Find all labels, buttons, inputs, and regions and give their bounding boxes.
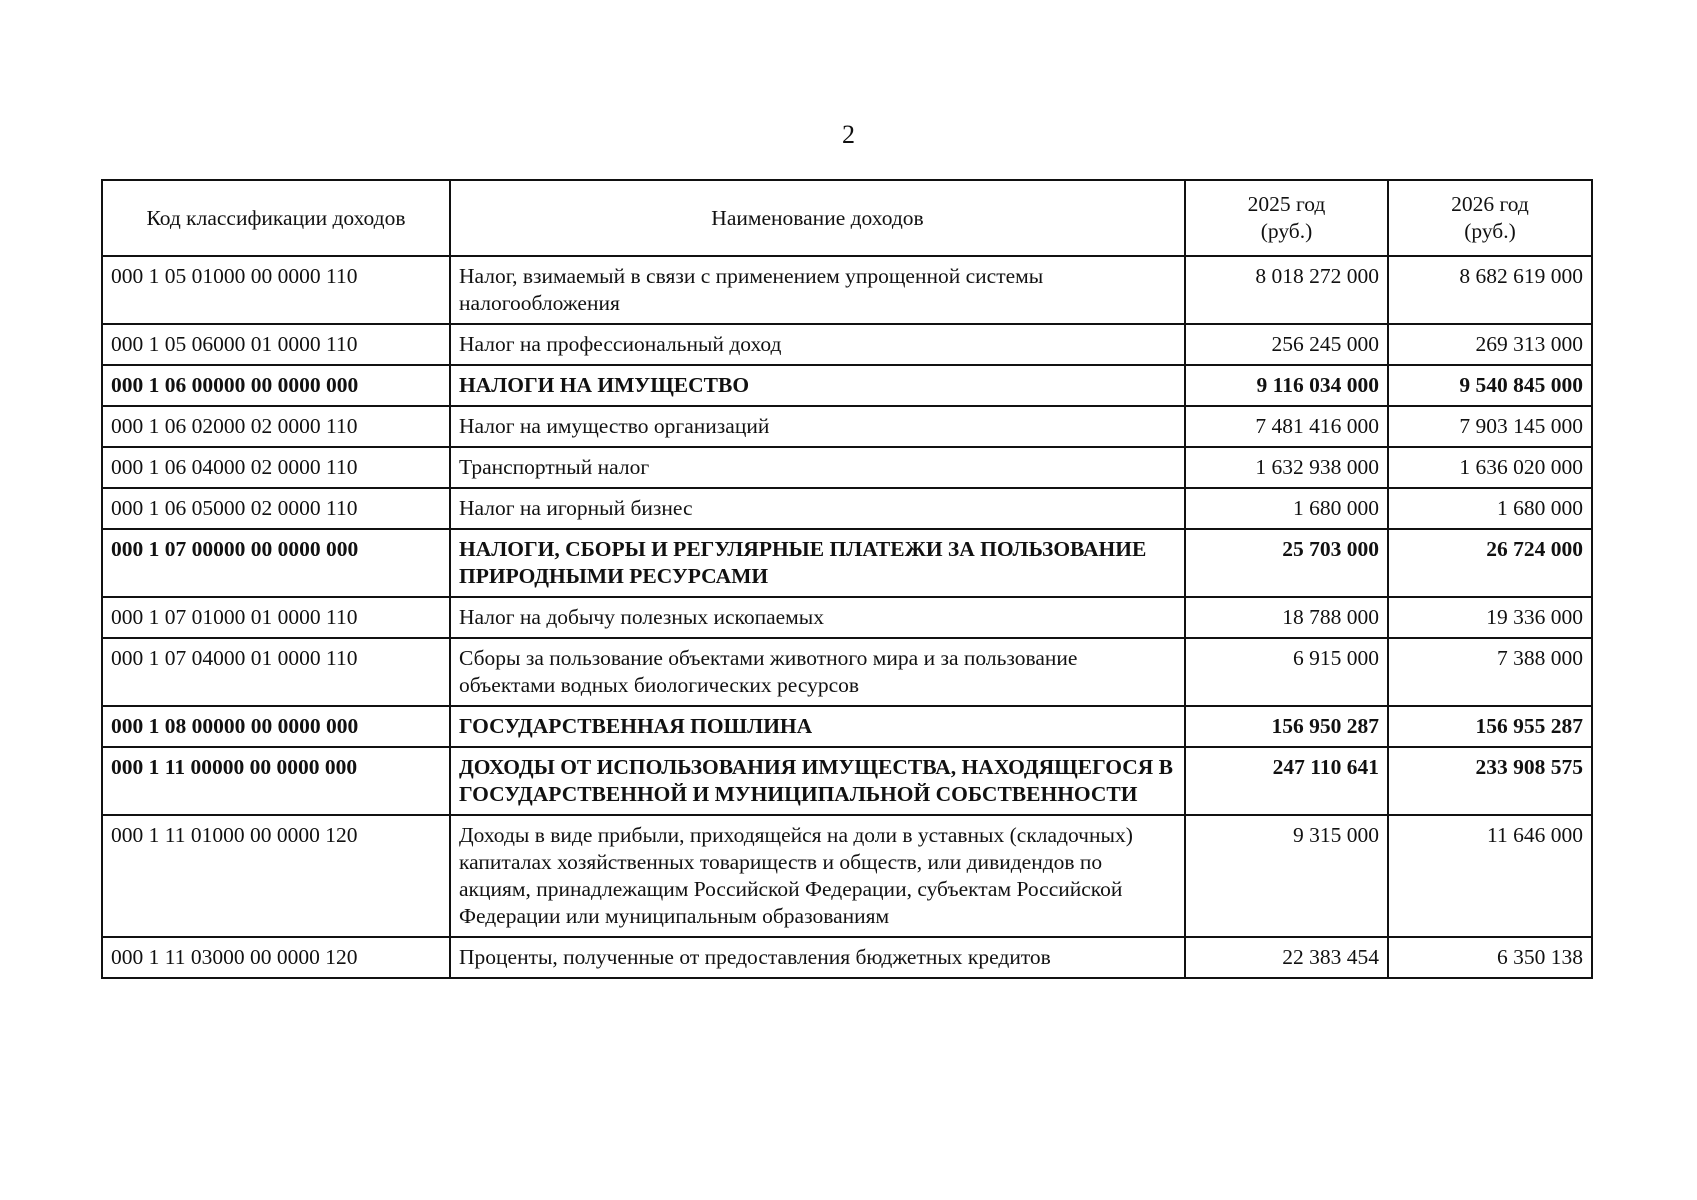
value-2026-cell: 8 682 619 000: [1388, 256, 1592, 324]
table-row: [102, 365, 1592, 406]
table-row: [102, 406, 1592, 447]
name-cell: НАЛОГИ, СБОРЫ И РЕГУЛЯРНЫЕ ПЛАТЕЖИ ЗА ПОЛЬЗОВАНИЕ ПРИРОДНЫМИ РЕСУРСАМИ: [450, 529, 1185, 597]
value-2025-cell: 9 315 000: [1185, 815, 1388, 937]
table-row: [102, 747, 1592, 815]
name-cell: ДОХОДЫ ОТ ИСПОЛЬЗОВАНИЯ ИМУЩЕСТВА, НАХОДЯЩЕГОСЯ В ГОСУДАРСТВЕННОЙ И МУНИЦИПАЛЬНОЙ СОБСТВЕННОСТИ: [450, 747, 1185, 815]
table-row: [102, 638, 1592, 706]
table-row: [102, 815, 1592, 937]
header-name: Наименование доходов: [450, 180, 1185, 256]
value-2026-cell: 26 724 000: [1388, 529, 1592, 597]
value-2025-cell: 25 703 000: [1185, 529, 1388, 597]
code-cell: 000 1 05 06000 01 0000 110: [102, 324, 450, 365]
name-cell: Налог на профессиональный доход: [450, 324, 1185, 365]
code-cell: 000 1 11 01000 00 0000 120: [102, 815, 450, 937]
value-2025-cell: 1 680 000: [1185, 488, 1388, 529]
value-2026-cell: 6 350 138: [1388, 937, 1592, 978]
code-cell: 000 1 05 01000 00 0000 110: [102, 256, 450, 324]
code-cell: 000 1 06 00000 00 0000 000: [102, 365, 450, 406]
code-cell: 000 1 07 01000 01 0000 110: [102, 597, 450, 638]
table-header-row: [102, 180, 1592, 256]
name-cell: Налог, взимаемый в связи с применением упрощенной системы налогообложения: [450, 256, 1185, 324]
table-row: [102, 447, 1592, 488]
value-2026-cell: 7 388 000: [1388, 638, 1592, 706]
table-row: [102, 597, 1592, 638]
code-cell: 000 1 07 04000 01 0000 110: [102, 638, 450, 706]
code-cell: 000 1 11 03000 00 0000 120: [102, 937, 450, 978]
name-cell: Налог на имущество организаций: [450, 406, 1185, 447]
value-2025-cell: 156 950 287: [1185, 706, 1388, 747]
code-cell: 000 1 07 00000 00 0000 000: [102, 529, 450, 597]
name-cell: Сборы за пользование объектами животного мира и за пользование объектами водных биологических ресурсов: [450, 638, 1185, 706]
name-cell: Доходы в виде прибыли, приходящейся на доли в уставных (складочных) капиталах хозяйственных товариществ и обществ, или дивидендов по акциям, принадлежащим Российской Федерации, субъектам Российской Федерации или муниципальным образованиям: [450, 815, 1185, 937]
header-year-2025-unit: (руб.): [1260, 219, 1313, 243]
page-number: 2: [842, 120, 855, 149]
name-cell: Проценты, полученные от предоставления бюджетных кредитов: [450, 937, 1185, 978]
value-2026-cell: 1 636 020 000: [1388, 447, 1592, 488]
value-2025-cell: 1 632 938 000: [1185, 447, 1388, 488]
value-2026-cell: 7 903 145 000: [1388, 406, 1592, 447]
value-2026-cell: 19 336 000: [1388, 597, 1592, 638]
revenue-table: [101, 179, 1593, 979]
header-year-2026-unit: (руб.): [1464, 219, 1516, 243]
header-year-2025-label: 2025 год: [1247, 192, 1326, 216]
value-2025-cell: 6 915 000: [1185, 638, 1388, 706]
name-cell: ГОСУДАРСТВЕННАЯ ПОШЛИНА: [450, 706, 1185, 747]
value-2025-cell: 8 018 272 000: [1185, 256, 1388, 324]
table-row: [102, 706, 1592, 747]
value-2026-cell: 1 680 000: [1388, 488, 1592, 529]
value-2025-cell: 256 245 000: [1185, 324, 1388, 365]
header-year-2026-label: 2026 год: [1451, 192, 1529, 216]
value-2026-cell: 269 313 000: [1388, 324, 1592, 365]
value-2025-cell: 9 116 034 000: [1185, 365, 1388, 406]
code-cell: 000 1 06 04000 02 0000 110: [102, 447, 450, 488]
name-cell: Налог на игорный бизнес: [450, 488, 1185, 529]
table-row: [102, 937, 1592, 978]
value-2026-cell: 233 908 575: [1388, 747, 1592, 815]
name-cell: Транспортный налог: [450, 447, 1185, 488]
value-2026-cell: 9 540 845 000: [1388, 365, 1592, 406]
value-2026-cell: 11 646 000: [1388, 815, 1592, 937]
value-2025-cell: 7 481 416 000: [1185, 406, 1388, 447]
code-cell: 000 1 06 02000 02 0000 110: [102, 406, 450, 447]
table-row: [102, 529, 1592, 597]
header-year-2026: [1388, 180, 1592, 256]
name-cell: НАЛОГИ НА ИМУЩЕСТВО: [450, 365, 1185, 406]
header-code: Код классификации доходов: [102, 180, 450, 256]
value-2025-cell: 22 383 454: [1185, 937, 1388, 978]
name-cell: Налог на добычу полезных ископаемых: [450, 597, 1185, 638]
table-body: [102, 256, 1592, 978]
value-2025-cell: 18 788 000: [1185, 597, 1388, 638]
value-2025-cell: 247 110 641: [1185, 747, 1388, 815]
table-row: [102, 256, 1592, 324]
code-cell: 000 1 11 00000 00 0000 000: [102, 747, 450, 815]
value-2026-cell: 156 955 287: [1388, 706, 1592, 747]
table-row: [102, 488, 1592, 529]
code-cell: 000 1 06 05000 02 0000 110: [102, 488, 450, 529]
table-row: [102, 324, 1592, 365]
header-year-2025: [1185, 180, 1388, 256]
code-cell: 000 1 08 00000 00 0000 000: [102, 706, 450, 747]
